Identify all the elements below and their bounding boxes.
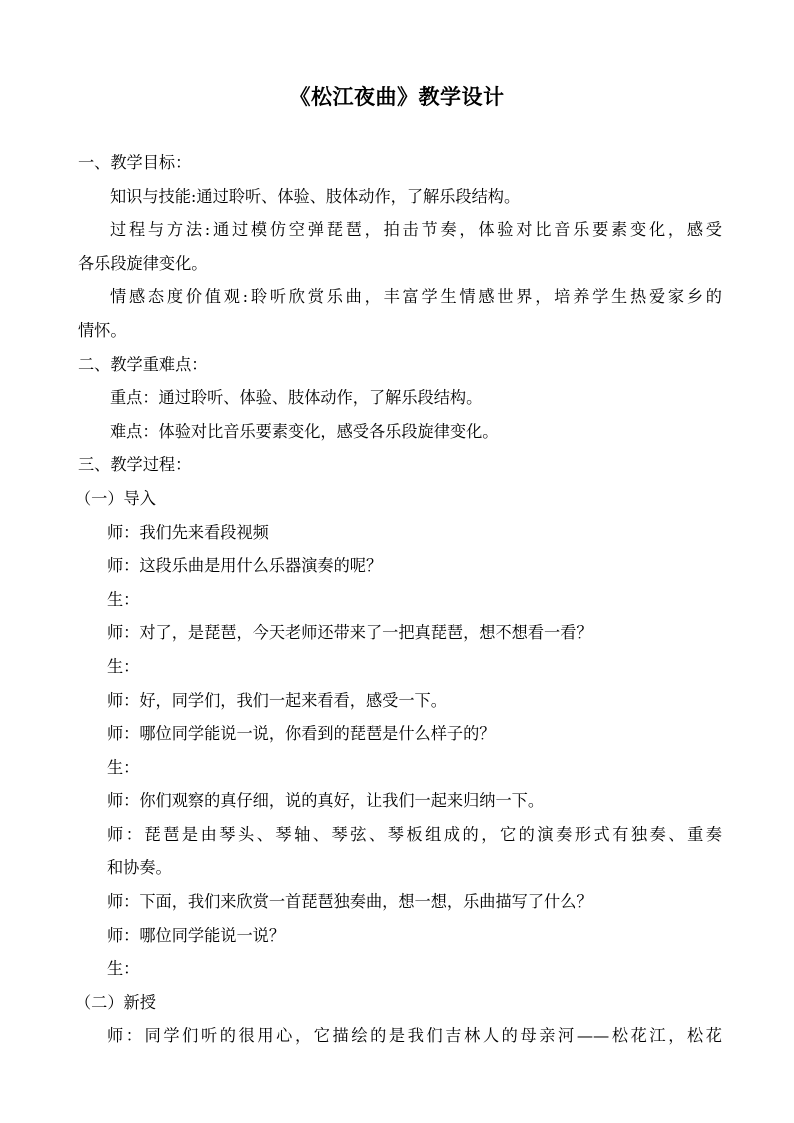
dialogue-line: 师：哪位同学能说一说，你看到的琵琶是什么样子的？ <box>107 724 496 744</box>
dialogue-line: 和协奏。 <box>107 858 172 878</box>
dialogue-line: 生： <box>107 589 140 609</box>
dialogue-line: 师：你们观察的真仔细，说的真好，让我们一起来归纳一下。 <box>107 791 545 811</box>
dialogue-line: 师：同学们听的很用心，它描绘的是我们吉林人的母亲河——松花江，松花 <box>107 1026 722 1046</box>
dialogue-line: 生： <box>107 959 140 979</box>
subsection-heading-new-lesson: （二）新授 <box>75 992 156 1012</box>
dialogue-line: 生： <box>107 757 140 777</box>
dialogue-line: 师：我们先来看段视频 <box>107 522 269 542</box>
dialogue-line: 师：这段乐曲是用什么乐器演奏的呢？ <box>107 556 383 576</box>
subsection-heading-intro: （一）导入 <box>75 488 156 508</box>
paragraph-line: 情感态度价值观:聆听欣赏乐曲，丰富学生情感世界，培养学生热爱家乡的 <box>110 287 722 307</box>
paragraph-line: 各乐段旋律变化。 <box>78 253 208 273</box>
dialogue-line: 师：对了，是琵琶，今天老师还带来了一把真琵琶，想不想看一看？ <box>107 623 593 643</box>
paragraph-line: 情怀。 <box>78 320 127 340</box>
document-body <box>75 146 722 1053</box>
dialogue-line: 师：下面，我们来欣赏一首琵琶独奏曲，想一想，乐曲描写了什么？ <box>107 892 593 912</box>
paragraph-line: 过程与方法:通过模仿空弹琵琶，拍击节奏，体验对比音乐要素变化，感受 <box>110 220 722 240</box>
dialogue-line: 师：好，同学们，我们一起来看看，感受一下。 <box>107 690 447 710</box>
section-heading-process: 三、教学过程： <box>78 455 192 475</box>
dialogue-line: 师：哪位同学能说一说？ <box>107 925 286 945</box>
dialogue-line: 师：琵琶是由琴头、琴轴、琴弦、琴板组成的，它的演奏形式有独奏、重奏 <box>107 824 722 844</box>
document-title: 《松江夜曲》教学设计 <box>289 85 505 109</box>
section-heading-key-points: 二、教学重难点： <box>78 354 208 374</box>
paragraph-line: 难点：体验对比音乐要素变化，感受各乐段旋律变化。 <box>110 421 499 441</box>
section-heading-objectives: 一、教学目标： <box>78 153 192 172</box>
paragraph-line: 重点：通过聆听、体验、肢体动作，了解乐段结构。 <box>110 388 483 408</box>
dialogue-line: 生： <box>107 656 140 676</box>
paragraph-line: 知识与技能:通过聆听、体验、肢体动作，了解乐段结构。 <box>110 186 521 206</box>
